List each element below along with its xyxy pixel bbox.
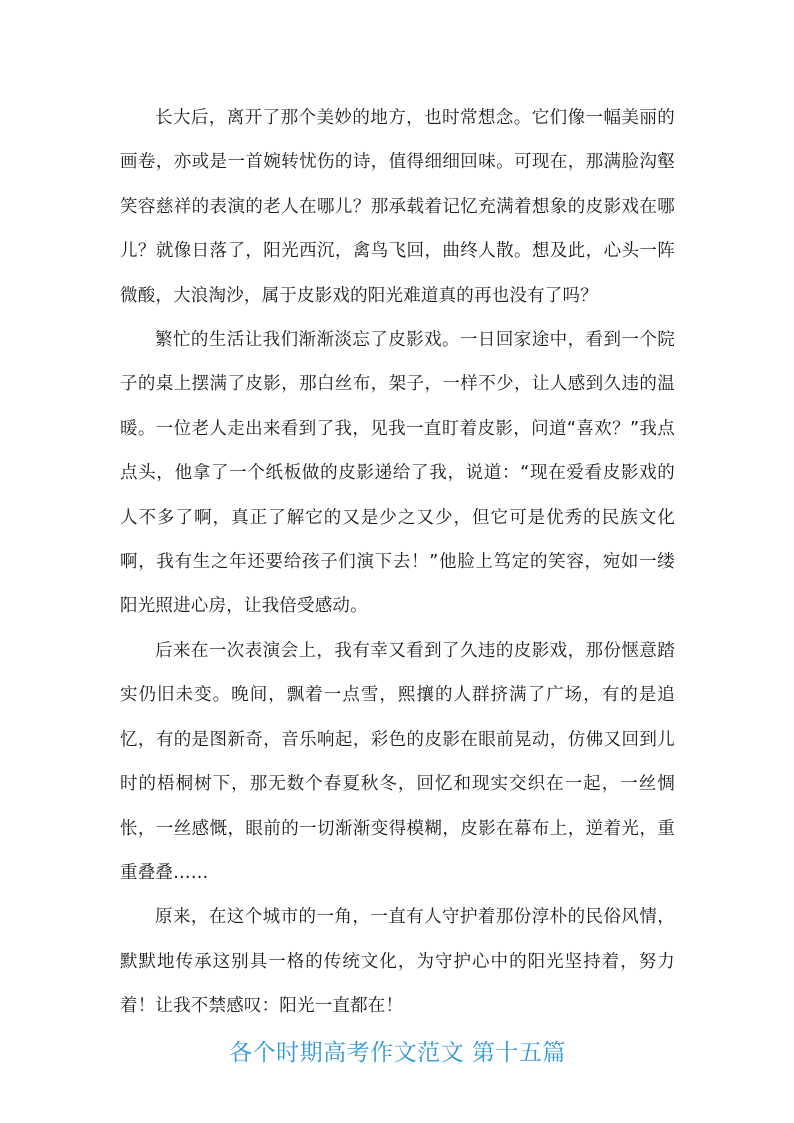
document-page — [120, 96, 675, 1073]
paragraph-4: 原来，在这个城市的一角，一直有人守护着那份淳朴的民俗风情，默默地传承这别具一格的传统文化，为守护心中的阳光坚持着，努力着！让我不禁感叹：阳光一直都在！ — [120, 907, 675, 1017]
paragraph-2: 繁忙的生活让我们渐渐淡忘了皮影戏。一日回家途中，看到一个院子的桌上摆满了皮影，那白丝布，架子，一样不少，让人感到久违的温暖。一位老人走出来看到了我，见我一直盯着皮影，问道“喜欢？”我点点头，他拿了一个纸板做的皮影递给了我，说道：“现在爱看皮影戏的人不多了啊，真正了解它的又是少之又少，但它可是优秀的民族文化啊，我有生之年还要给孩子们演下去！”他脸上笃定的笑容，宛如一缕阳光照进心房，让我倍受感动。 — [120, 330, 675, 617]
paragraph-1: 长大后，离开了那个美妙的地方，也时常想念。它们像一幅美丽的画卷，亦或是一首婉转忧伤的诗，值得细细回味。可现在，那满脸沟壑笑容慈祥的表演的老人在哪儿？那承载着记忆充满着想象的皮影戏在哪儿？就像日落了，阳光西沉，禽鸟飞回，曲终人散。想及此，心头一阵微酸，大浪淘沙，属于皮影戏的阳光难道真的再也没有了吗？ — [120, 108, 675, 306]
section-heading: 各个时期高考作文范文 第十五篇 — [229, 1039, 566, 1066]
paragraph-3: 后来在一次表演会上，我有幸又看到了久违的皮影戏，那份惬意踏实仍旧未变。晚间，飘着一点雪，熙攘的人群挤满了广场，有的是追忆，有的是图新奇，音乐响起，彩色的皮影在眼前晃动，仿佛又回到儿时的梧桐树下，那无数个春夏秋冬，回忆和现实交织在一起，一丝惆怅，一丝感慨，眼前的一切渐渐变得模糊，皮影在幕布上，逆着光，重重叠叠…… — [120, 640, 675, 883]
